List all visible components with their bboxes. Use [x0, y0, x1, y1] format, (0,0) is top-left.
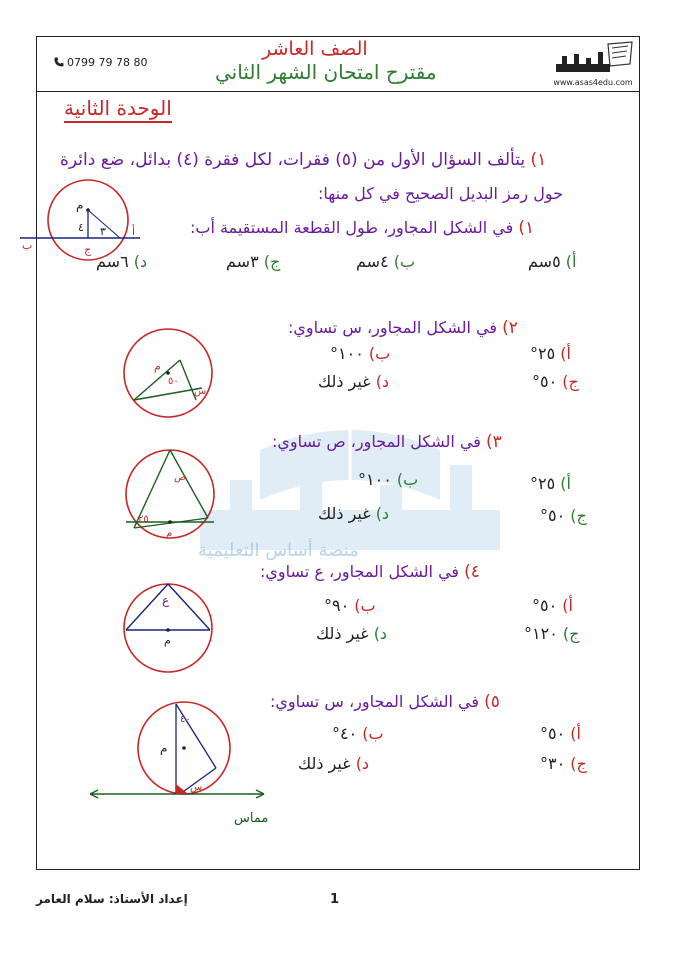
part4-option-c[interactable]	[524, 624, 579, 643]
option-label: د)	[375, 372, 390, 391]
figure5-tangent-circle	[84, 700, 284, 830]
option-value: ٦سم	[96, 252, 129, 271]
part2-text: في الشكل المجاور، س تساوي:	[288, 318, 498, 337]
option-value: غير ذلك	[318, 504, 371, 523]
part2-question	[288, 318, 518, 338]
option-value: ٤٠°	[332, 724, 358, 743]
part5-option-b[interactable]	[332, 724, 384, 743]
option-value: ٣سم	[226, 252, 259, 271]
part3-text: في الشكل المجاور، ص تساوي:	[272, 432, 481, 451]
option-label: د)	[355, 754, 370, 773]
part4-text: في الشكل المجاور، ع تساوي:	[260, 562, 460, 581]
part5-option-c[interactable]	[540, 754, 587, 773]
fig2-label-angle: ٥٠	[168, 376, 179, 387]
fig1-label-j: ج	[84, 243, 92, 256]
option-value: ٥٠°	[540, 506, 566, 525]
fig2-label-s: س	[194, 386, 207, 397]
part5-number: ٥)	[484, 692, 500, 712]
fig3-label-m: م	[166, 528, 173, 539]
header-separator	[36, 91, 640, 92]
option-value: ٢٥°	[530, 344, 556, 363]
option-label: ج)	[562, 624, 580, 643]
option-value: ٤سم	[356, 252, 389, 271]
option-label: ب)	[362, 724, 384, 743]
part3-option-c[interactable]	[540, 506, 587, 525]
part3-option-d[interactable]	[318, 504, 389, 523]
part3-option-b[interactable]	[358, 470, 418, 489]
option-label: ب)	[368, 344, 391, 363]
option-label: ج)	[263, 252, 281, 271]
part3-option-a[interactable]	[530, 474, 571, 493]
logo-url: www.asas4edu.com	[553, 78, 633, 87]
part2-number: ٢)	[502, 318, 518, 338]
part1-number: ١)	[518, 218, 535, 238]
option-value: ٥٠°	[540, 724, 566, 743]
question1-number: ١)	[530, 150, 547, 170]
part5-question	[270, 692, 500, 712]
fig1-label-a: أ	[132, 225, 136, 238]
fig5-label-angle: ٤٠	[180, 714, 191, 725]
option-label: أ)	[565, 252, 577, 271]
option-label: د)	[373, 624, 388, 643]
option-value: ٥٠°	[532, 596, 558, 615]
part4-option-d[interactable]	[316, 624, 387, 643]
question1-intro	[60, 150, 546, 170]
option-label: ب)	[354, 596, 376, 615]
option-value: ٢٥°	[530, 474, 556, 493]
part3-number: ٣)	[485, 432, 502, 452]
option-value: ١٠٠°	[330, 344, 364, 363]
option-value: غير ذلك	[298, 754, 351, 773]
phone-icon	[54, 57, 64, 67]
part5-option-a[interactable]	[540, 724, 581, 743]
logo	[552, 40, 634, 90]
fig2-label-m: م	[154, 360, 161, 373]
option-value: ١٠٠°	[358, 470, 392, 489]
option-label: د)	[375, 504, 390, 523]
fig4-label-e: ع	[162, 593, 170, 607]
fig1-label-m: م	[76, 198, 84, 212]
fig1-label-3: ٣	[100, 225, 106, 238]
figure4-inscribed-triangle	[122, 582, 222, 682]
fig3-label-angle: ٢٥	[138, 514, 149, 525]
phone-text: 0799 79 78 80	[67, 56, 148, 69]
option-label: د)	[133, 252, 148, 271]
part5-text: في الشكل المجاور، س تساوي:	[270, 692, 480, 711]
part2-option-d[interactable]	[318, 372, 389, 391]
footer-author: إعداد الأستاذ: سلام العامر	[36, 892, 188, 906]
question1-intro-line2: حول رمز البديل الصحيح في كل منها:	[318, 184, 563, 203]
title-exam: مقترح امتحان الشهر الثاني	[215, 60, 437, 84]
page-number: 1	[330, 892, 340, 907]
option-label: ج)	[570, 506, 587, 525]
option-value: ٥٠°	[532, 372, 558, 391]
part2-option-b[interactable]	[330, 344, 390, 363]
option-value: ١٢٠°	[524, 624, 558, 643]
part4-number: ٤)	[464, 562, 480, 582]
fig5-label-m: م	[160, 741, 168, 755]
option-label: ب)	[396, 470, 419, 489]
option-value: غير ذلك	[318, 372, 371, 391]
figure2-circle-angles	[118, 328, 228, 438]
fig1-label-4: ٤	[78, 221, 84, 234]
title-grade: الصف العاشر	[262, 38, 368, 60]
part1-option-b[interactable]	[356, 252, 415, 271]
option-label: أ)	[562, 596, 573, 615]
part2-option-c[interactable]	[532, 372, 579, 391]
figure3-circle-diameter	[120, 448, 230, 548]
fig5-label-tangent: مماس	[234, 811, 269, 826]
part1-text: في الشكل المجاور، طول القطعة المستقيمة أب:	[190, 218, 514, 237]
figure1-circle-chord	[20, 185, 140, 265]
fig1-label-b: ب	[22, 239, 33, 252]
fig5-label-s: س	[190, 782, 203, 793]
fig4-label-m: م	[164, 634, 171, 647]
phone-number	[54, 56, 147, 69]
option-label: ب)	[393, 252, 416, 271]
part4-option-a[interactable]	[532, 596, 573, 615]
option-label: ج)	[570, 754, 587, 773]
option-value: غير ذلك	[316, 624, 369, 643]
part4-question	[260, 562, 480, 582]
fig3-label-s: ص	[174, 472, 187, 483]
part1-option-c[interactable]	[226, 252, 280, 271]
question1-intro-line1: يتألف السؤال الأول من (٥) فقرات، لكل فقرة (٤) بدائل، ضع دائرة	[60, 150, 526, 170]
option-label: ج)	[562, 372, 579, 391]
part3-question	[272, 432, 502, 452]
option-value: ٣٠°	[540, 754, 566, 773]
part2-option-a[interactable]	[530, 344, 571, 363]
option-label: أ)	[560, 474, 571, 493]
logo-book-icon	[552, 40, 634, 78]
option-label: أ)	[560, 344, 571, 363]
option-label: أ)	[570, 724, 581, 743]
part1-option-a[interactable]	[528, 252, 576, 271]
part1-question	[190, 218, 534, 238]
unit-title: الوحدة الثانية	[64, 96, 172, 123]
part4-option-b[interactable]	[324, 596, 376, 615]
option-value: ٩٠°	[324, 596, 350, 615]
watermark-text: منصة أساس التعليمية	[198, 540, 359, 561]
option-value: ٥سم	[528, 252, 561, 271]
part5-option-d[interactable]	[298, 754, 369, 773]
